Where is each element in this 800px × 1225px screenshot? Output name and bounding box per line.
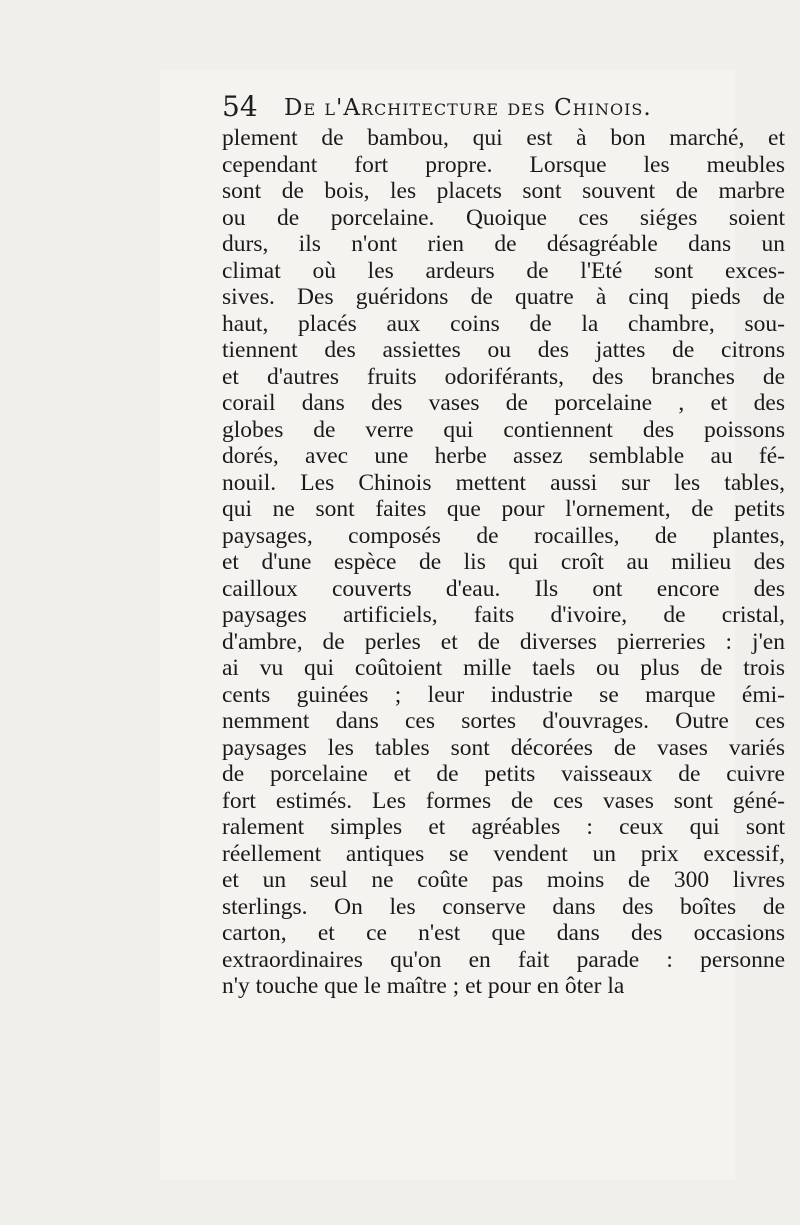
text-line: globes de verre qui contiennent des poissons bbox=[222, 416, 785, 443]
text-line: cependant fort propre. Lorsque les meubles bbox=[222, 151, 785, 178]
text-line: ralement simples et agréables : ceux qui sont bbox=[222, 814, 785, 840]
text-line: qui ne sont faites que pour l'ornement, de petits bbox=[222, 496, 785, 522]
text-line: cailloux couverts d'eau. Ils ont encore des bbox=[222, 575, 785, 602]
text-line: extraordinaires qu'on en fait parade : personne bbox=[222, 946, 785, 973]
text-line: climat où les ardeurs de l'Eté sont exces- bbox=[222, 257, 785, 284]
text-line: nemment dans ces sortes d'ouvrages. Outre ces bbox=[222, 708, 785, 734]
running-title: De l'Architecture des Chinois. bbox=[284, 95, 652, 121]
text-line: et d'une espèce de lis qui croît au milieu des bbox=[222, 549, 785, 575]
text-line: et d'autres fruits odoriférants, des branches de bbox=[222, 363, 785, 390]
text-line: nouil. Les Chinois mettent aussi sur les tables, bbox=[222, 469, 785, 496]
text-line: sterlings. On les conserve dans des boîtes de bbox=[222, 893, 785, 920]
body-text bbox=[222, 125, 785, 1000]
text-line: fort estimés. Les formes de ces vases sont géné- bbox=[222, 787, 785, 814]
text-line: haut, placés aux coins de la chambre, sou- bbox=[222, 310, 785, 337]
text-line: cents guinées ; leur industrie se marque émi- bbox=[222, 681, 785, 708]
text-line: paysages les tables sont décorées de vases variés bbox=[222, 734, 785, 761]
text-line: ai vu qui coûtoient mille taels ou plus de trois bbox=[222, 655, 785, 681]
text-line: n'y touche que le maître ; et pour en ôter la bbox=[222, 973, 625, 999]
text-line: paysages, composés de rocailles, de plantes, bbox=[222, 522, 785, 549]
text-line: de porcelaine et de petits vaisseaux de cuivre bbox=[222, 761, 785, 787]
text-line: carton, et ce n'est que dans des occasions bbox=[222, 920, 785, 946]
page-number: 54 bbox=[222, 90, 258, 123]
text-line: tiennent des assiettes ou des jattes de citrons bbox=[222, 337, 785, 363]
text-line: ou de porcelaine. Quoique ces siéges soient bbox=[222, 204, 785, 231]
text-line: et un seul ne coûte pas moins de 300 livres bbox=[222, 867, 785, 893]
text-line: corail dans des vases de porcelaine , et des bbox=[222, 390, 785, 416]
text-line: sives. Des guéridons de quatre à cinq pieds de bbox=[222, 284, 785, 310]
text-line: plement de bambou, qui est à bon marché, et bbox=[222, 125, 785, 151]
text-line: dorés, avec une herbe assez semblable au fé- bbox=[222, 443, 785, 469]
text-line: d'ambre, de perles et de diverses pierreries : j'en bbox=[222, 628, 785, 655]
text-line: durs, ils n'ont rien de désagréable dans un bbox=[222, 231, 785, 257]
page-header bbox=[222, 84, 672, 124]
text-line: réellement antiques se vendent un prix excessif, bbox=[222, 840, 785, 867]
text-line: paysages artificiels, faits d'ivoire, de cristal, bbox=[222, 602, 785, 628]
text-line: sont de bois, les placets sont souvent de marbre bbox=[222, 178, 785, 204]
